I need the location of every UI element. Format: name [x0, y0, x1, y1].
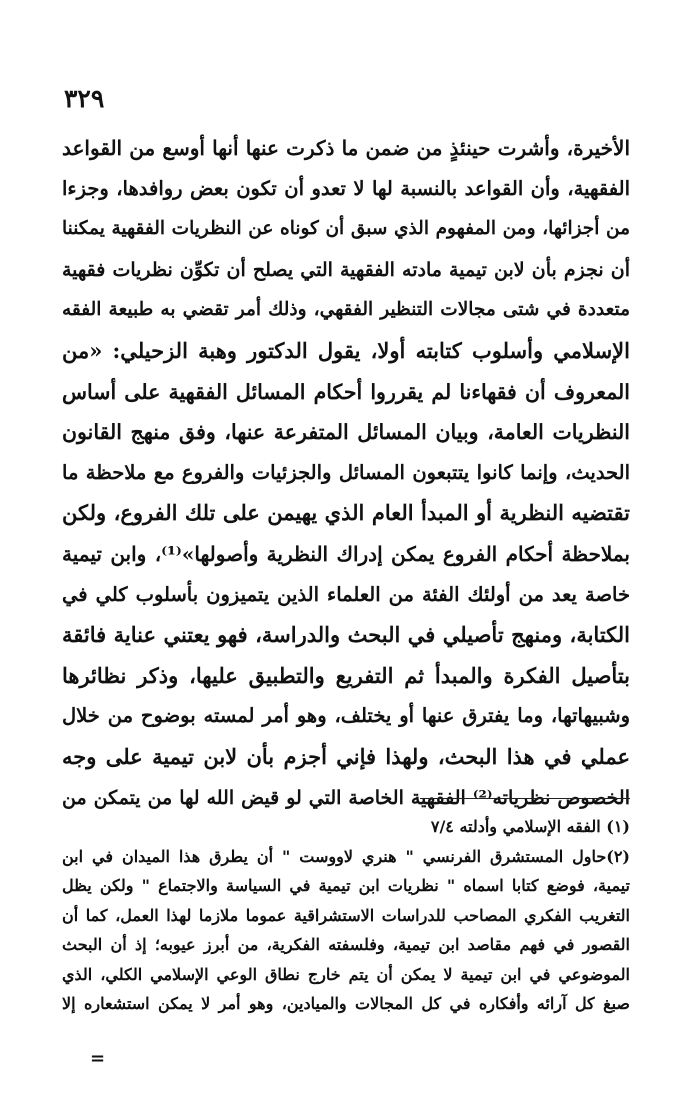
body-line: الفقهية، وأن القواعد بالنسبة لها لا تعدو أن تكون بعض روافدها، وجزءا — [62, 176, 630, 200]
body-line: النظريات العامة، وبيان المسائل المتفرعة عنها، وفق منهج القانون — [62, 420, 630, 445]
footnote-line: التغريب الفكري المصاحب للدراسات الاستشراقية عموما ملازما لهذا العمل، كما أن — [62, 905, 630, 925]
body-line: بملاحظة أحكام الفروع يمكن إدراك النظرية وأصولها»⁽¹⁾، وابن تيمية — [62, 541, 630, 566]
body-line: تقتضيه النظرية أو المبدأ العام الذي يهيمن على تلك الفروع، ولكن — [62, 500, 630, 526]
body-text — [62, 128, 630, 818]
footnote-line: (١) الفقه الإسلامي وأدلته ٧/٤ — [430, 817, 630, 836]
footnote-line: صبغ كل آرائه وأفكاره في كل المجالات والميادين، وهو أمر لا يمكن استشعاره إلا — [62, 994, 630, 1013]
body-line: الكتابة، ومنهج تأصيلي في البحث والدراسة، فهو يعتني عناية فائقة — [62, 622, 630, 648]
body-line: بتأصيل الفكرة والمبدأ ثم التفريع والتطبيق عليها، وذكر نظائرها — [62, 662, 630, 688]
body-line: الأخيرة، وأشرت حينئذٍ من ضمن ما ذكرت عنها أنها أوسع من القواعد — [62, 136, 630, 160]
body-line: الخصوص نظرياته⁽²⁾ الفقهية الخاصة التي لو قيض الله لها من يتمكن من — [62, 786, 630, 809]
body-line: متعددة في شتى مجالات التنظير الفقهي، وذلك أمر تقضي به طبيعة الفقه — [62, 299, 630, 321]
footnote-line: الموضوعي في ابن تيمية لا يمكن أن يتم خارج نطاق الوعي الإسلامي الكلي، الذي — [62, 964, 630, 984]
body-line: من أجزائها، ومن المفهوم الذي سبق أن كوناه عن النظريات الفقهية يمكننا — [62, 218, 630, 240]
page-number: ٣٢٩ — [64, 84, 105, 113]
footnote-line: القصور في فهم مقاصد ابن تيمية، وفلسفته الفكرية، من أبرز عيوبه؛ إذ أن البحث — [62, 935, 630, 954]
footnote-line: تيمية، فوضع كتابا اسماه " نظريات ابن تيمية في السياسة والاجتماع " ولكن يظل — [62, 876, 630, 895]
body-line: الإسلامي وأسلوب كتابته أولا، يقول الدكتور وهبة الزحيلي: «من — [62, 337, 630, 363]
body-line: وشبيهاتها، وما يفترق عنها أو يختلف، وهو أمر لمسته بوضوح من خلال — [62, 704, 630, 728]
footnotes — [62, 812, 630, 1019]
body-line: خاصة يعد من أولئك الفئة من العلماء الذين يتميزون بأسلوب كلي في — [62, 582, 630, 606]
body-line: أن نجزم بأن لابن تيمية مادته الفقهية التي يصلح أن تكوِّن نظريات فقهية — [62, 258, 630, 281]
continuation-mark: = — [90, 1048, 106, 1069]
body-line: الحديث، وإنما كانوا يتتبعون المسائل والجزئيات والفروع مع ملاحظة ما — [62, 460, 630, 484]
footnote-separator — [420, 798, 630, 799]
footnote-line: (٢)حاول المستشرق الفرنسي " هنري لاووست " أن يطرق هذا الميدان في ابن — [62, 846, 630, 866]
body-line: المعروف أن فقهاءنا لم يقرروا أحكام المسائل الفقهية على أساس — [62, 379, 630, 404]
body-line: عملي في هذا البحث، ولهذا فإني أجزم بأن لابن تيمية على وجه — [62, 743, 630, 769]
